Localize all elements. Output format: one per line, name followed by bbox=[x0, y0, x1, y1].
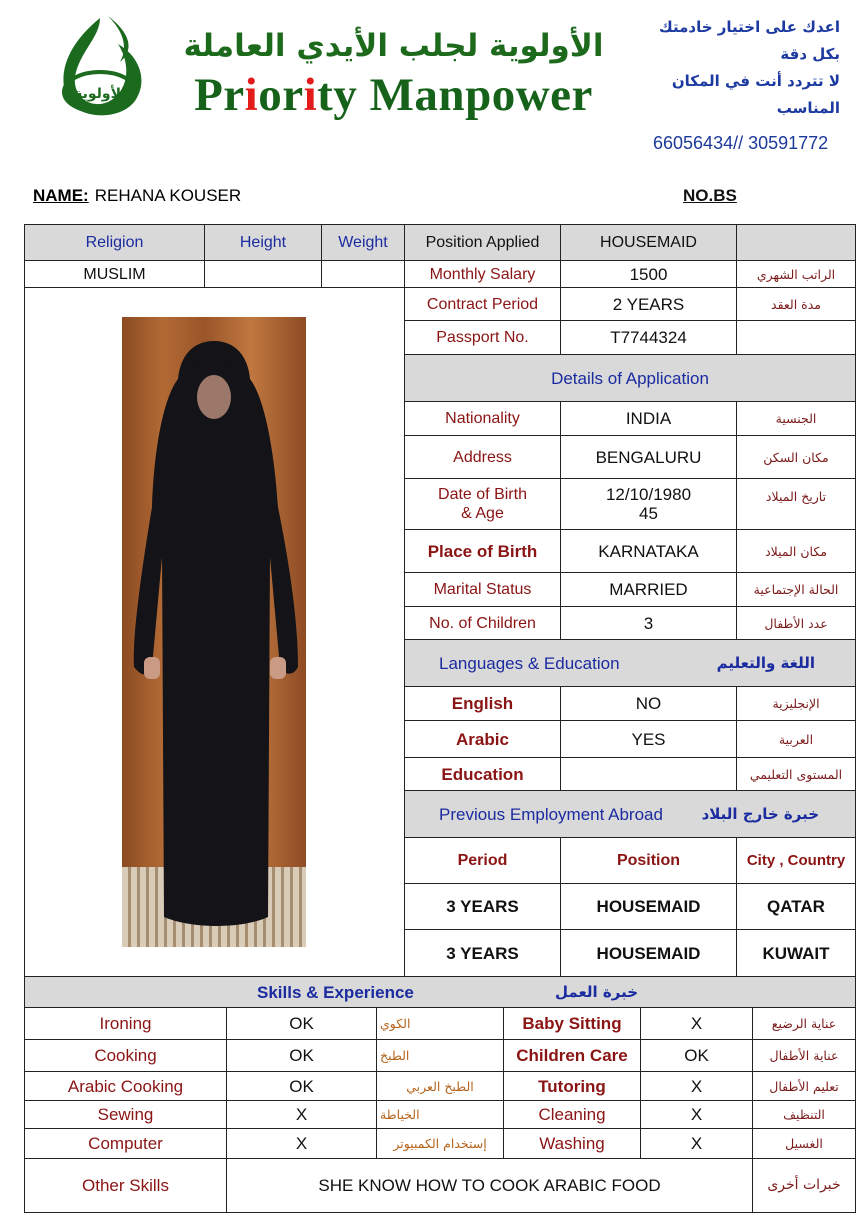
skill-cleaning-label: Cleaning bbox=[503, 1100, 641, 1129]
salary-label: Monthly Salary bbox=[404, 260, 561, 288]
religion-header: Religion bbox=[24, 224, 205, 261]
contract-value: 2 YEARS bbox=[560, 287, 737, 321]
employment-row-period: 3 YEARS bbox=[404, 883, 561, 930]
reference-number: NO.BS bbox=[683, 186, 737, 205]
skill-washing-value: X bbox=[640, 1128, 753, 1159]
marital-value: MARRIED bbox=[560, 572, 737, 607]
skill-sewing-value: X bbox=[226, 1100, 377, 1129]
english-value: NO bbox=[560, 686, 737, 721]
employment-title-row bbox=[404, 790, 856, 838]
skill-ironing-arabic: الكوي bbox=[376, 1007, 504, 1040]
skill-babysitting-arabic: عناية الرضيع bbox=[752, 1007, 856, 1040]
height-header: Height bbox=[204, 224, 322, 261]
applicant-name-line: NAME: REHANA KOUSER bbox=[33, 186, 242, 205]
skill-childrencare-arabic: عناية الأطفال bbox=[752, 1039, 856, 1072]
height-value bbox=[204, 260, 322, 288]
skill-arabiccooking-value: OK bbox=[226, 1071, 377, 1101]
logo-english-text: Priority Manpower bbox=[194, 69, 593, 121]
skill-computer-label: Computer bbox=[24, 1128, 227, 1159]
skill-tutoring-value: X bbox=[640, 1071, 753, 1101]
slogan: اعدك على اختيار خادمتك بكل دقة لا تتردد أنت في المكان المناسب bbox=[659, 18, 840, 117]
passport-value: T7744324 bbox=[560, 320, 737, 355]
employment-row-country: QATAR bbox=[736, 883, 856, 930]
employment-col-period: Period bbox=[404, 837, 561, 884]
address-value: BENGALURU bbox=[560, 435, 737, 479]
position-applied-value: HOUSEMAID bbox=[560, 224, 737, 261]
position-applied-label: Position Applied bbox=[404, 224, 561, 261]
education-label: Education bbox=[404, 757, 561, 791]
english-arabic: الإنجليزية bbox=[736, 686, 856, 721]
arabic-value: YES bbox=[560, 720, 737, 758]
other-skills-arabic: خبرات أخرى bbox=[752, 1158, 856, 1213]
education-arabic: المستوى التعليمي bbox=[736, 757, 856, 791]
address-arabic: مكان السكن bbox=[736, 435, 856, 479]
details-title: Details of Application bbox=[404, 354, 856, 402]
children-arabic: عدد الأطفال bbox=[736, 606, 856, 640]
skill-ironing-label: Ironing bbox=[24, 1007, 227, 1040]
employment-title: Previous Employment Abroad bbox=[439, 804, 663, 824]
employment-row-position: HOUSEMAID bbox=[560, 929, 737, 977]
skill-sewing-arabic: الخياطة bbox=[376, 1100, 504, 1129]
skill-arabiccooking-arabic: الطبخ العربي bbox=[376, 1071, 504, 1101]
arabic-arabic: العربية bbox=[736, 720, 856, 758]
languages-title-arabic: اللغة والتعليم bbox=[716, 653, 815, 672]
nationality-label: Nationality bbox=[404, 401, 561, 436]
skill-arabiccooking-label: Arabic Cooking bbox=[24, 1071, 227, 1101]
languages-title: Languages & Education bbox=[439, 653, 620, 673]
skill-computer-value: X bbox=[226, 1128, 377, 1159]
position-applied-arabic bbox=[736, 224, 856, 261]
dob-value: 12/10/1980 45 bbox=[560, 478, 737, 530]
contract-label: Contract Period bbox=[404, 287, 561, 321]
nationality-value: INDIA bbox=[560, 401, 737, 436]
skill-washing-label: Washing bbox=[503, 1128, 641, 1159]
passport-arabic bbox=[736, 320, 856, 355]
languages-title-row bbox=[404, 639, 856, 687]
skills-title-row bbox=[24, 976, 856, 1008]
skill-babysitting-label: Baby Sitting bbox=[503, 1007, 641, 1040]
skills-title: Skills & Experience bbox=[257, 982, 414, 1002]
skill-childrencare-value: OK bbox=[640, 1039, 753, 1072]
other-skills-value: SHE KNOW HOW TO COOK ARABIC FOOD bbox=[226, 1158, 753, 1213]
skill-childrencare-label: Children Care bbox=[503, 1039, 641, 1072]
skill-washing-arabic: الغسيل bbox=[752, 1128, 856, 1159]
skill-cooking-arabic: الطبخ bbox=[376, 1039, 504, 1072]
employment-row-country: KUWAIT bbox=[736, 929, 856, 977]
english-label: English bbox=[404, 686, 561, 721]
skill-ironing-value: OK bbox=[226, 1007, 377, 1040]
skill-cooking-value: OK bbox=[226, 1039, 377, 1072]
religion-value: MUSLIM bbox=[24, 260, 205, 288]
weight-header: Weight bbox=[321, 224, 405, 261]
applicant-photo bbox=[122, 317, 306, 947]
logo-arabic-text: الأولوية لجلب الأيدي العاملة bbox=[183, 28, 604, 64]
pob-label: Place of Birth bbox=[404, 529, 561, 573]
contract-arabic: مدة العقد bbox=[736, 287, 856, 321]
page-header bbox=[0, 0, 867, 180]
address-label: Address bbox=[404, 435, 561, 479]
skill-sewing-label: Sewing bbox=[24, 1100, 227, 1129]
skill-babysitting-value: X bbox=[640, 1007, 753, 1040]
children-label: No. of Children bbox=[404, 606, 561, 640]
skill-cleaning-arabic: التنظيف bbox=[752, 1100, 856, 1129]
skills-title-arabic: خبرة العمل bbox=[555, 982, 639, 1001]
pob-value: KARNATAKA bbox=[560, 529, 737, 573]
age-value: 45 bbox=[639, 504, 658, 523]
weight-value bbox=[321, 260, 405, 288]
skill-computer-arabic: إستخدام الكمبيوتر bbox=[376, 1128, 504, 1159]
salary-arabic: الراتب الشهري bbox=[736, 260, 856, 288]
skill-tutoring-label: Tutoring bbox=[503, 1071, 641, 1101]
pob-arabic: مكان الميلاد bbox=[736, 529, 856, 573]
skill-cleaning-value: X bbox=[640, 1100, 753, 1129]
employment-col-position: Position bbox=[560, 837, 737, 884]
children-value: 3 bbox=[560, 606, 737, 640]
skill-tutoring-arabic: تعليم الأطفال bbox=[752, 1071, 856, 1101]
marital-arabic: الحالة الإجتماعية bbox=[736, 572, 856, 607]
passport-label: Passport No. bbox=[404, 320, 561, 355]
salary-value: 1500 bbox=[560, 260, 737, 288]
svg-text:الأولوية: الأولوية bbox=[74, 86, 126, 102]
phone-numbers: 66056434// 30591772 bbox=[653, 133, 829, 153]
other-skills-label: Other Skills bbox=[24, 1158, 227, 1213]
marital-label: Marital Status bbox=[404, 572, 561, 607]
applicant-name: REHANA KOUSER bbox=[94, 186, 242, 205]
dob-arabic: تاريخ الميلاد bbox=[736, 478, 856, 530]
education-value bbox=[560, 757, 737, 791]
company-emblem-icon bbox=[48, 14, 152, 126]
nationality-arabic: الجنسية bbox=[736, 401, 856, 436]
employment-row-period: 3 YEARS bbox=[404, 929, 561, 977]
employment-title-arabic: خبرة خارج البلاد bbox=[701, 804, 819, 823]
employment-col-city: City , Country bbox=[736, 837, 856, 884]
arabic-label: Arabic bbox=[404, 720, 561, 758]
employment-row-position: HOUSEMAID bbox=[560, 883, 737, 930]
skill-cooking-label: Cooking bbox=[24, 1039, 227, 1072]
dob-label: Date of Birth & Age bbox=[404, 478, 561, 530]
